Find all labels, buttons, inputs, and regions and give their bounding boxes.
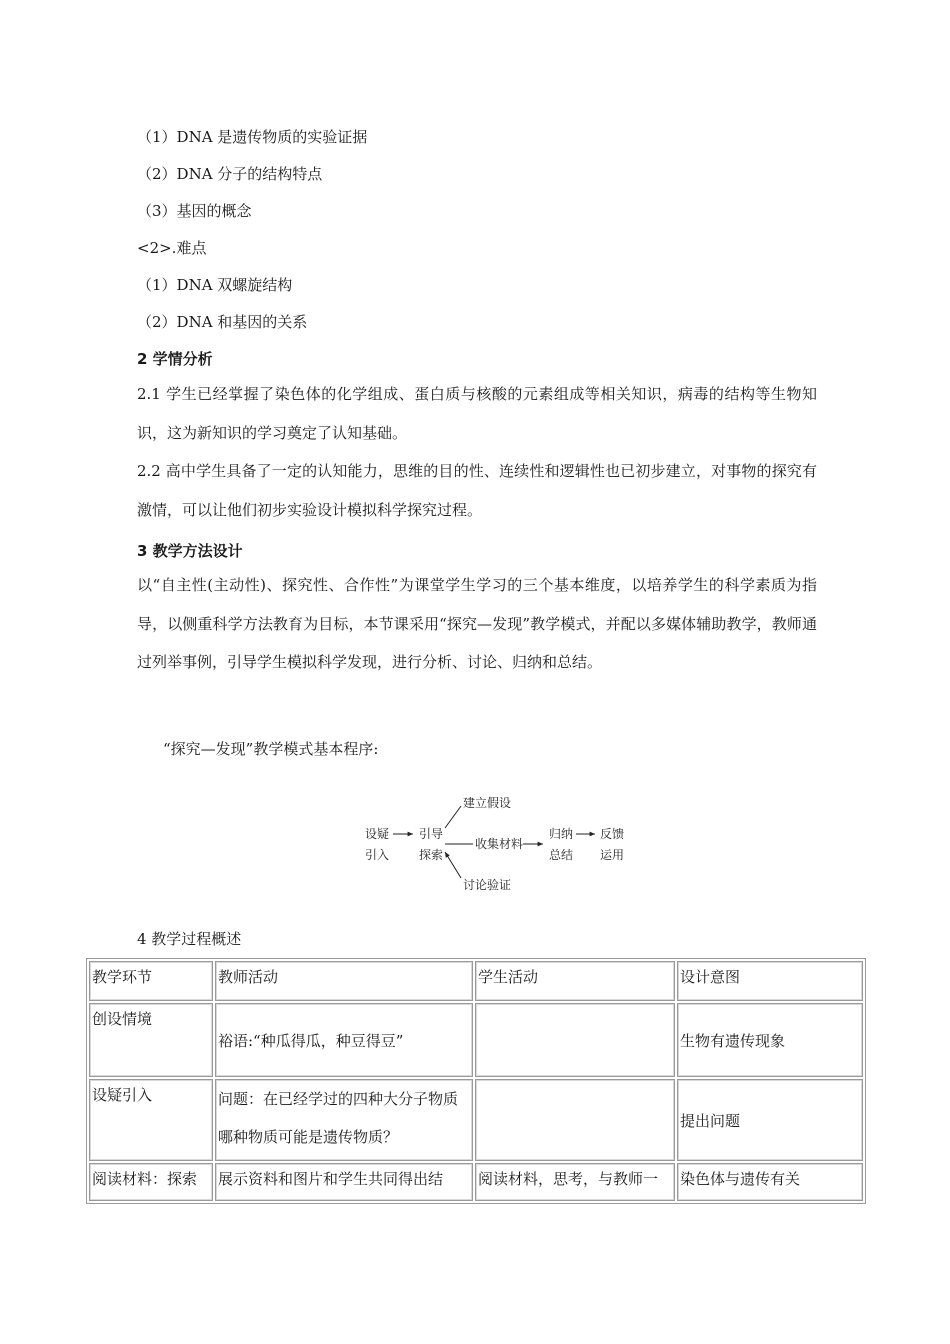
table-header-cell: 设计意图 [677, 961, 863, 1001]
table-cell: 设疑引入 [89, 1079, 213, 1161]
difficulty-item: （2）DNA 和基因的关系 [137, 313, 308, 331]
table-cell: 染色体与遗传有关 [677, 1163, 863, 1201]
teaching-process-table [86, 958, 866, 1204]
flow-branch-arrow [445, 852, 461, 878]
table-row [89, 1163, 863, 1201]
table-cell: 问题：在已经学过的四种大分子物质哪种物质可能是遗传物质？ [215, 1079, 473, 1161]
table-header-row [89, 961, 863, 1001]
flow-node-top: 建立假设 [463, 796, 512, 810]
table-row [89, 1079, 863, 1161]
table-cell [475, 1079, 675, 1161]
flow-node-3b: 总结 [549, 848, 574, 862]
objective-item: （2）DNA 分子的结构特点 [137, 165, 323, 183]
objective-item: （1）DNA 是遗传物质的实验证据 [137, 128, 368, 146]
flow-node-1a: 设疑 [365, 827, 390, 841]
objective-item: （3）基因的概念 [137, 202, 252, 220]
table-cell [475, 1003, 675, 1077]
flow-node-2a: 引导 [419, 827, 444, 841]
flow-node-bottom: 讨论验证 [463, 878, 512, 892]
table-cell: 裕语:“种瓜得瓜，种豆得豆” [215, 1003, 473, 1077]
table-header-cell: 教学环节 [89, 961, 213, 1001]
paragraph: 以“自主性(主动性)、探究性、合作性”为课堂学生学习的三个基本维度，以培养学生的科学素质为指导，以侧重科学方法教育为目标，本节课采用“探究—发现”教学模式，并配以多媒体辅助教学，教师通过列举事例，引导学生模拟科学发现，进行分析、讨论、归纳和总结。 [137, 576, 817, 671]
table-cell: 阅读材料，思考，与教师一 [475, 1163, 675, 1201]
difficulty-item: （1）DNA 双螺旋结构 [137, 276, 293, 294]
table-cell: 提出问题 [677, 1079, 863, 1161]
flow-node-1b: 引入 [365, 848, 390, 862]
paragraph: 2.2 高中学生具备了一定的认知能力，思维的目的性、连续性和逻辑性也已初步建立，对事物的探究有激情，可以让他们初步实验设计模拟科学探究过程。 [137, 462, 817, 519]
table-cell: 生物有遗传现象 [677, 1003, 863, 1077]
difficulty-heading: <2>.难点 [137, 239, 207, 257]
table-row [89, 1003, 863, 1077]
table-cell: 创设情境 [89, 1003, 213, 1077]
inquiry-discovery-flow-diagram [355, 790, 645, 900]
flow-branch-line [445, 806, 461, 828]
section-heading-teaching-method: 3 教学方法设计 [137, 542, 243, 560]
paragraph: 2.1 学生已经掌握了染色体的化学组成、蛋白质与核酸的元素组成等相关知识，病毒的结构等生物知识，这为新知识的学习奠定了认知基础。 [137, 385, 817, 442]
flow-node-3a: 归纳 [549, 827, 574, 841]
section-heading-teaching-process: 4 教学过程概述 [137, 930, 242, 948]
flow-node-mid: 收集材料 [475, 837, 524, 851]
table-cell: 展示资料和图片和学生共同得出结 [215, 1163, 473, 1201]
table-header-cell: 学生活动 [475, 961, 675, 1001]
section-heading-learning-analysis: 2 学情分析 [137, 350, 213, 368]
table-cell: 阅读材料：探索 [89, 1163, 213, 1201]
flow-node-4b: 运用 [600, 848, 625, 862]
flow-node-2b: 探索 [419, 848, 444, 862]
table-header-cell: 教师活动 [215, 961, 473, 1001]
flow-node-4a: 反馈 [600, 827, 625, 841]
procedure-caption: “探究—发现”教学模式基本程序: [163, 740, 379, 758]
